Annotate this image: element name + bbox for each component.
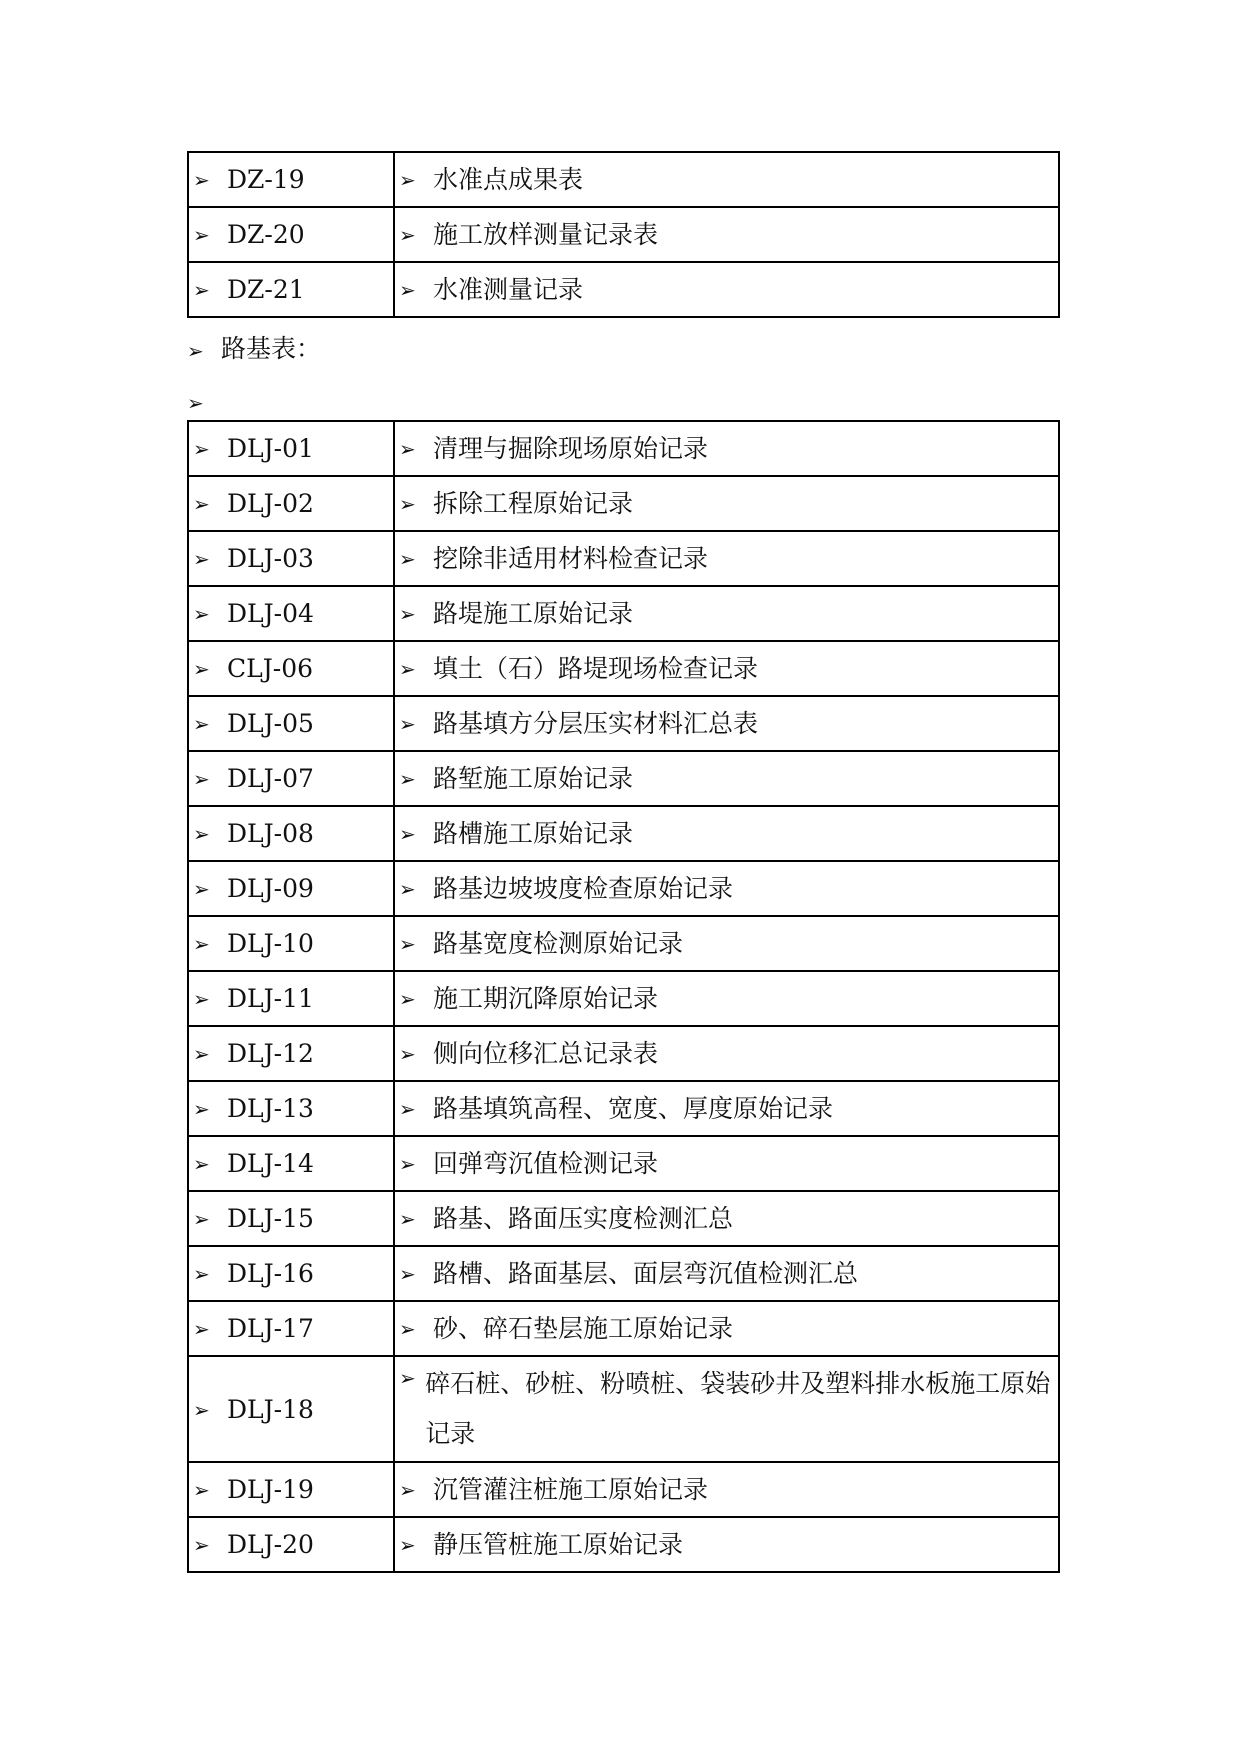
form-code-cell bbox=[188, 1462, 394, 1517]
form-name: 路槽、路面基层、面层弯沉值检测汇总 bbox=[433, 1259, 859, 1289]
bullet-arrow-icon: ➢ bbox=[193, 223, 210, 248]
bullet-arrow-icon: ➢ bbox=[399, 547, 416, 572]
table-row bbox=[188, 586, 1059, 641]
section-heading-text: 路基表： bbox=[221, 334, 322, 363]
form-name: 挖除非适用材料检查记录 bbox=[433, 544, 709, 574]
form-name-cell bbox=[394, 1517, 1059, 1572]
bullet-arrow-icon: ➢ bbox=[399, 1317, 416, 1342]
form-name: 砂、碎石垫层施工原始记录 bbox=[433, 1314, 734, 1344]
form-code: DLJ-10 bbox=[227, 929, 314, 959]
table-row bbox=[188, 806, 1059, 861]
table-row bbox=[188, 152, 1059, 207]
bullet-arrow-icon: ➢ bbox=[193, 1207, 210, 1232]
bullet-arrow-icon: ➢ bbox=[193, 602, 210, 627]
bullet-arrow-icon: ➢ bbox=[193, 1262, 210, 1287]
table-row bbox=[188, 1356, 1059, 1462]
form-code-cell bbox=[188, 586, 394, 641]
form-name-wrap bbox=[399, 1359, 1058, 1459]
bullet-arrow-icon: ➢ bbox=[193, 278, 210, 303]
table-row bbox=[188, 262, 1059, 317]
table-row bbox=[188, 421, 1059, 476]
form-code-cell bbox=[188, 1026, 394, 1081]
form-name-cell bbox=[394, 1136, 1059, 1191]
form-code: DZ-19 bbox=[227, 165, 305, 195]
form-code-cell bbox=[188, 1356, 394, 1462]
bullet-arrow-icon: ➢ bbox=[193, 1097, 210, 1122]
bullet-arrow-icon: ➢ bbox=[399, 1533, 416, 1558]
bullet-arrow-icon: ➢ bbox=[399, 877, 416, 902]
bullet-arrow-icon: ➢ bbox=[399, 712, 416, 737]
form-name-cell bbox=[394, 1246, 1059, 1301]
form-name-cell bbox=[394, 1301, 1059, 1356]
form-code: DLJ-14 bbox=[227, 1149, 314, 1179]
form-code: DLJ-20 bbox=[227, 1530, 314, 1560]
form-name: 侧向位移汇总记录表 bbox=[433, 1039, 659, 1069]
bullet-arrow-icon: ➢ bbox=[187, 338, 204, 363]
form-code: DLJ-08 bbox=[227, 819, 314, 849]
table-row bbox=[188, 1191, 1059, 1246]
form-name: 静压管桩施工原始记录 bbox=[433, 1530, 684, 1560]
bullet-arrow-icon: ➢ bbox=[193, 932, 210, 957]
form-code: DLJ-15 bbox=[227, 1204, 314, 1234]
subgrade-forms-table bbox=[187, 420, 1060, 1573]
table-row bbox=[188, 207, 1059, 262]
bullet-arrow-icon: ➢ bbox=[399, 1207, 416, 1232]
bullet-arrow-icon: ➢ bbox=[193, 712, 210, 737]
subgrade-forms-table-body bbox=[188, 421, 1059, 1572]
form-name-cell bbox=[394, 152, 1059, 207]
form-name-cell bbox=[394, 641, 1059, 696]
form-code-cell bbox=[188, 1136, 394, 1191]
form-name: 拆除工程原始记录 bbox=[433, 489, 634, 519]
form-name-cell bbox=[394, 476, 1059, 531]
bullet-arrow-icon: ➢ bbox=[399, 602, 416, 627]
form-code-cell bbox=[188, 861, 394, 916]
form-code: DLJ-18 bbox=[227, 1394, 314, 1424]
form-name: 路基填方分层压实材料汇总表 bbox=[433, 709, 759, 739]
form-code: DZ-20 bbox=[227, 220, 305, 250]
form-name-cell bbox=[394, 751, 1059, 806]
form-code: DLJ-02 bbox=[227, 489, 314, 519]
table-row bbox=[188, 1136, 1059, 1191]
form-name-cell bbox=[394, 971, 1059, 1026]
bullet-arrow-icon: ➢ bbox=[399, 657, 416, 682]
form-name: 路基填筑高程、宽度、厚度原始记录 bbox=[433, 1094, 834, 1124]
form-code: DLJ-05 bbox=[227, 709, 314, 739]
empty-bullet-line bbox=[187, 382, 221, 422]
form-name: 路堤施工原始记录 bbox=[433, 599, 634, 629]
form-name-cell bbox=[394, 696, 1059, 751]
form-code-cell bbox=[188, 421, 394, 476]
form-code-cell bbox=[188, 476, 394, 531]
form-code: DLJ-17 bbox=[227, 1314, 314, 1344]
bullet-arrow-icon: ➢ bbox=[193, 1152, 210, 1177]
form-name-cell bbox=[394, 586, 1059, 641]
form-name: 填土（石）路堤现场检查记录 bbox=[433, 654, 759, 684]
bullet-arrow-icon: ➢ bbox=[193, 877, 210, 902]
form-code-cell bbox=[188, 1081, 394, 1136]
form-name: 路堑施工原始记录 bbox=[433, 764, 634, 794]
bullet-arrow-icon: ➢ bbox=[399, 492, 416, 517]
form-name: 清理与掘除现场原始记录 bbox=[433, 434, 709, 464]
form-code: DLJ-04 bbox=[227, 599, 314, 629]
table-row bbox=[188, 971, 1059, 1026]
form-name-cell bbox=[394, 1081, 1059, 1136]
form-name-cell bbox=[394, 1191, 1059, 1246]
form-code: DLJ-03 bbox=[227, 544, 314, 574]
bullet-arrow-icon: ➢ bbox=[187, 390, 204, 415]
form-code: CLJ-06 bbox=[227, 654, 314, 684]
form-code-cell bbox=[188, 696, 394, 751]
bullet-arrow-icon: ➢ bbox=[193, 657, 210, 682]
form-code-cell bbox=[188, 916, 394, 971]
form-name: 水准测量记录 bbox=[433, 275, 584, 305]
form-name-cell bbox=[394, 861, 1059, 916]
form-name: 路基边坡坡度检查原始记录 bbox=[433, 874, 734, 904]
form-code: DLJ-13 bbox=[227, 1094, 314, 1124]
form-code: DLJ-19 bbox=[227, 1475, 314, 1505]
bullet-arrow-icon: ➢ bbox=[399, 1097, 416, 1122]
form-name: 路基宽度检测原始记录 bbox=[433, 929, 684, 959]
bullet-arrow-icon: ➢ bbox=[399, 1152, 416, 1177]
form-name-cell bbox=[394, 421, 1059, 476]
form-name-cell bbox=[394, 1356, 1059, 1462]
form-name: 回弹弯沉值检测记录 bbox=[433, 1149, 659, 1179]
bullet-arrow-icon: ➢ bbox=[193, 1042, 210, 1067]
table-row bbox=[188, 696, 1059, 751]
bullet-arrow-icon: ➢ bbox=[399, 278, 416, 303]
form-code-cell bbox=[188, 531, 394, 586]
bullet-arrow-icon: ➢ bbox=[193, 1533, 210, 1558]
bullet-arrow-icon: ➢ bbox=[399, 223, 416, 248]
form-name: 施工放样测量记录表 bbox=[433, 220, 659, 250]
bullet-arrow-icon: ➢ bbox=[193, 1317, 210, 1342]
bullet-arrow-icon: ➢ bbox=[193, 767, 210, 792]
form-name: 碎石桩、砂桩、粉喷桩、袋装砂井及塑料排水板施工原始记录 bbox=[425, 1369, 1051, 1448]
form-code-cell bbox=[188, 971, 394, 1026]
table-row bbox=[188, 861, 1059, 916]
form-name: 沉管灌注桩施工原始记录 bbox=[433, 1475, 709, 1505]
table-row bbox=[188, 476, 1059, 531]
survey-forms-table bbox=[187, 151, 1060, 318]
table-row bbox=[188, 1462, 1059, 1517]
bullet-arrow-icon: ➢ bbox=[399, 1366, 416, 1390]
form-name: 施工期沉降原始记录 bbox=[433, 984, 659, 1014]
form-code-cell bbox=[188, 641, 394, 696]
table-row bbox=[188, 916, 1059, 971]
form-name: 路槽施工原始记录 bbox=[433, 819, 634, 849]
bullet-arrow-icon: ➢ bbox=[399, 1262, 416, 1287]
bullet-arrow-icon: ➢ bbox=[399, 168, 416, 193]
bullet-arrow-icon: ➢ bbox=[193, 547, 210, 572]
form-code: DLJ-01 bbox=[227, 434, 314, 464]
form-code: DZ-21 bbox=[227, 275, 305, 305]
form-code: DLJ-09 bbox=[227, 874, 314, 904]
form-code-cell bbox=[188, 262, 394, 317]
form-code-cell bbox=[188, 1517, 394, 1572]
subgrade-section-heading bbox=[187, 330, 321, 370]
table-row bbox=[188, 531, 1059, 586]
bullet-arrow-icon: ➢ bbox=[193, 1397, 210, 1422]
table-row bbox=[188, 751, 1059, 806]
form-code-cell bbox=[188, 1246, 394, 1301]
form-name: 路基、路面压实度检测汇总 bbox=[433, 1204, 734, 1234]
form-code: DLJ-16 bbox=[227, 1259, 314, 1289]
table-row bbox=[188, 1246, 1059, 1301]
form-code: DLJ-11 bbox=[227, 984, 314, 1014]
form-name-cell bbox=[394, 531, 1059, 586]
form-name: 水准点成果表 bbox=[433, 165, 584, 195]
bullet-arrow-icon: ➢ bbox=[399, 1042, 416, 1067]
table-row bbox=[188, 641, 1059, 696]
table-row bbox=[188, 1517, 1059, 1572]
table-row bbox=[188, 1026, 1059, 1081]
bullet-arrow-icon: ➢ bbox=[193, 168, 210, 193]
bullet-arrow-icon: ➢ bbox=[193, 1478, 210, 1503]
form-name-cell bbox=[394, 1462, 1059, 1517]
form-name-cell bbox=[394, 1026, 1059, 1081]
form-code-cell bbox=[188, 806, 394, 861]
bullet-arrow-icon: ➢ bbox=[193, 987, 210, 1012]
bullet-arrow-icon: ➢ bbox=[399, 1478, 416, 1503]
bullet-arrow-icon: ➢ bbox=[193, 492, 210, 517]
form-name-cell bbox=[394, 806, 1059, 861]
table-row bbox=[188, 1081, 1059, 1136]
form-name-cell bbox=[394, 916, 1059, 971]
form-code-cell bbox=[188, 1301, 394, 1356]
bullet-arrow-icon: ➢ bbox=[399, 987, 416, 1012]
form-code-cell bbox=[188, 207, 394, 262]
form-name-cell bbox=[394, 262, 1059, 317]
form-code-cell bbox=[188, 152, 394, 207]
form-code-cell bbox=[188, 751, 394, 806]
bullet-arrow-icon: ➢ bbox=[193, 437, 210, 462]
bullet-arrow-icon: ➢ bbox=[399, 822, 416, 847]
form-name-cell bbox=[394, 207, 1059, 262]
bullet-arrow-icon: ➢ bbox=[193, 822, 210, 847]
form-code: DLJ-07 bbox=[227, 764, 314, 794]
table-row bbox=[188, 1301, 1059, 1356]
survey-forms-table-body bbox=[188, 152, 1059, 317]
form-code-cell bbox=[188, 1191, 394, 1246]
bullet-arrow-icon: ➢ bbox=[399, 437, 416, 462]
form-code: DLJ-12 bbox=[227, 1039, 314, 1069]
bullet-arrow-icon: ➢ bbox=[399, 767, 416, 792]
bullet-arrow-icon: ➢ bbox=[399, 932, 416, 957]
